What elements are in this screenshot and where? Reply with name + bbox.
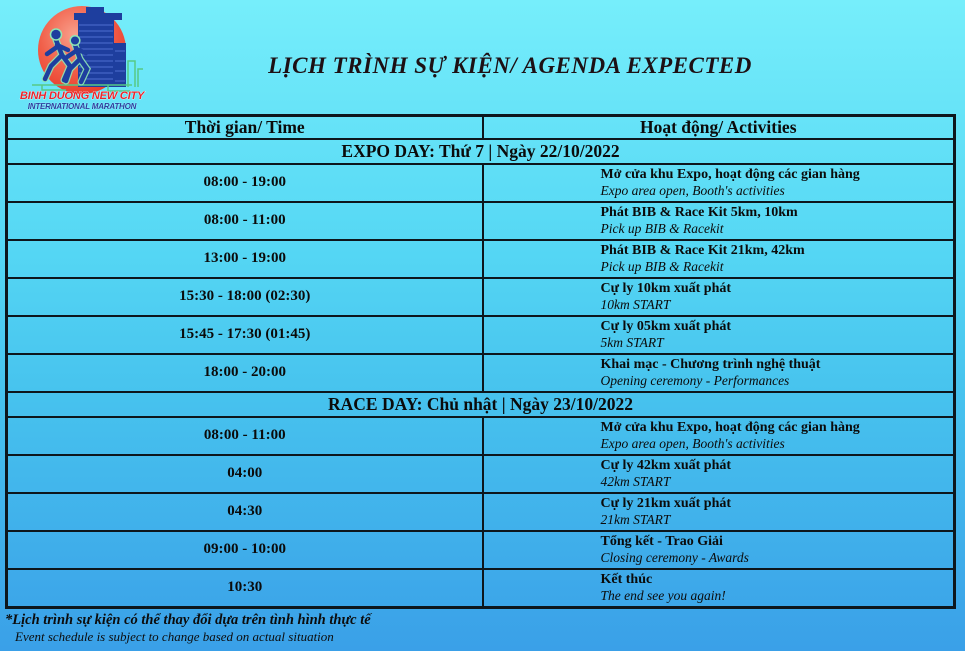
marathon-logo bbox=[16, 3, 148, 111]
table-row bbox=[7, 569, 955, 608]
activity-cell bbox=[483, 531, 955, 569]
footnote bbox=[5, 612, 371, 644]
time-column-header: Thời gian/ Time bbox=[7, 116, 483, 140]
activity-vietnamese: Tổng kết - Trao Giải bbox=[600, 534, 723, 550]
agenda-table-body bbox=[7, 139, 955, 608]
activity-vietnamese: Phát BIB & Race Kit 5km, 10km bbox=[600, 205, 798, 221]
section-row bbox=[7, 392, 955, 417]
activity-cell bbox=[483, 569, 955, 608]
activity-vietnamese: Cự ly 21km xuất phát bbox=[600, 496, 732, 512]
table-row bbox=[7, 493, 955, 531]
activity-english: 42km START bbox=[600, 474, 671, 490]
activity-english: Closing ceremony - Awards bbox=[600, 550, 749, 566]
activity-cell bbox=[483, 202, 955, 240]
activity-vietnamese: Kết thúc bbox=[600, 572, 653, 588]
activity-english: 21km START bbox=[600, 512, 671, 528]
activity-vietnamese: Khai mạc - Chương trình nghệ thuật bbox=[600, 357, 821, 373]
footnote-english: Event schedule is subject to change based on actual situation bbox=[15, 629, 334, 644]
activity-english: 5km START bbox=[600, 335, 664, 351]
activity-english: Expo area open, Booth's activities bbox=[600, 183, 785, 199]
time-cell: 08:00 - 19:00 bbox=[7, 164, 483, 202]
activity-english: The end see you again! bbox=[600, 588, 726, 604]
activity-cell bbox=[483, 164, 955, 202]
time-cell: 15:45 - 17:30 (01:45) bbox=[7, 316, 483, 354]
time-cell: 18:00 - 20:00 bbox=[7, 354, 483, 392]
section-label: EXPO DAY: Thứ 7 | Ngày 22/10/2022 bbox=[7, 139, 955, 164]
activity-vietnamese: Mở cửa khu Expo, hoạt động các gian hàng bbox=[600, 167, 860, 183]
activity-english: 10km START bbox=[600, 297, 671, 313]
activity-cell bbox=[483, 278, 955, 316]
activity-cell bbox=[483, 493, 955, 531]
table-row bbox=[7, 417, 955, 455]
table-row bbox=[7, 316, 955, 354]
time-cell: 09:00 - 10:00 bbox=[7, 531, 483, 569]
time-cell: 04:30 bbox=[7, 493, 483, 531]
activity-english: Pick up BIB & Racekit bbox=[600, 259, 724, 275]
time-cell: 08:00 - 11:00 bbox=[7, 202, 483, 240]
activity-english: Opening ceremony - Performances bbox=[600, 373, 790, 389]
time-cell: 13:00 - 19:00 bbox=[7, 240, 483, 278]
activities-column-header: Hoạt động/ Activities bbox=[483, 116, 955, 140]
table-row bbox=[7, 278, 955, 316]
time-cell: 10:30 bbox=[7, 569, 483, 608]
activity-cell bbox=[483, 417, 955, 455]
time-cell: 15:30 - 18:00 (02:30) bbox=[7, 278, 483, 316]
section-row bbox=[7, 139, 955, 164]
activity-vietnamese: Phát BIB & Race Kit 21km, 42km bbox=[600, 243, 805, 259]
time-cell: 08:00 - 11:00 bbox=[7, 417, 483, 455]
activity-cell bbox=[483, 354, 955, 392]
activity-vietnamese: Cự ly 10km xuất phát bbox=[600, 281, 732, 297]
activity-vietnamese: Cự ly 05km xuất phát bbox=[600, 319, 732, 335]
table-row bbox=[7, 164, 955, 202]
logo-subtitle-text: INTERNATIONAL MARATHON bbox=[27, 102, 137, 111]
page-title: LỊCH TRÌNH SỰ KIỆN/ AGENDA EXPECTED bbox=[268, 53, 752, 78]
activity-vietnamese: Mở cửa khu Expo, hoạt động các gian hàng bbox=[600, 420, 860, 436]
activity-cell bbox=[483, 455, 955, 493]
table-row bbox=[7, 354, 955, 392]
footnote-vietnamese: *Lịch trình sự kiện có thể thay đổi dựa trên tình hình thực tế bbox=[5, 612, 371, 628]
activity-cell bbox=[483, 316, 955, 354]
table-row bbox=[7, 531, 955, 569]
activity-english: Pick up BIB & Racekit bbox=[600, 221, 724, 237]
logo-title-text: BINH DUONG NEW CITY bbox=[19, 90, 145, 102]
activity-english: Expo area open, Booth's activities bbox=[600, 436, 785, 452]
activity-vietnamese: Cự ly 42km xuất phát bbox=[600, 458, 732, 474]
section-label: RACE DAY: Chủ nhật | Ngày 23/10/2022 bbox=[7, 392, 955, 417]
table-row bbox=[7, 202, 955, 240]
table-row bbox=[7, 455, 955, 493]
table-row bbox=[7, 240, 955, 278]
activity-cell bbox=[483, 240, 955, 278]
time-cell: 04:00 bbox=[7, 455, 483, 493]
table-header-row bbox=[7, 116, 955, 140]
agenda-table bbox=[5, 114, 956, 609]
